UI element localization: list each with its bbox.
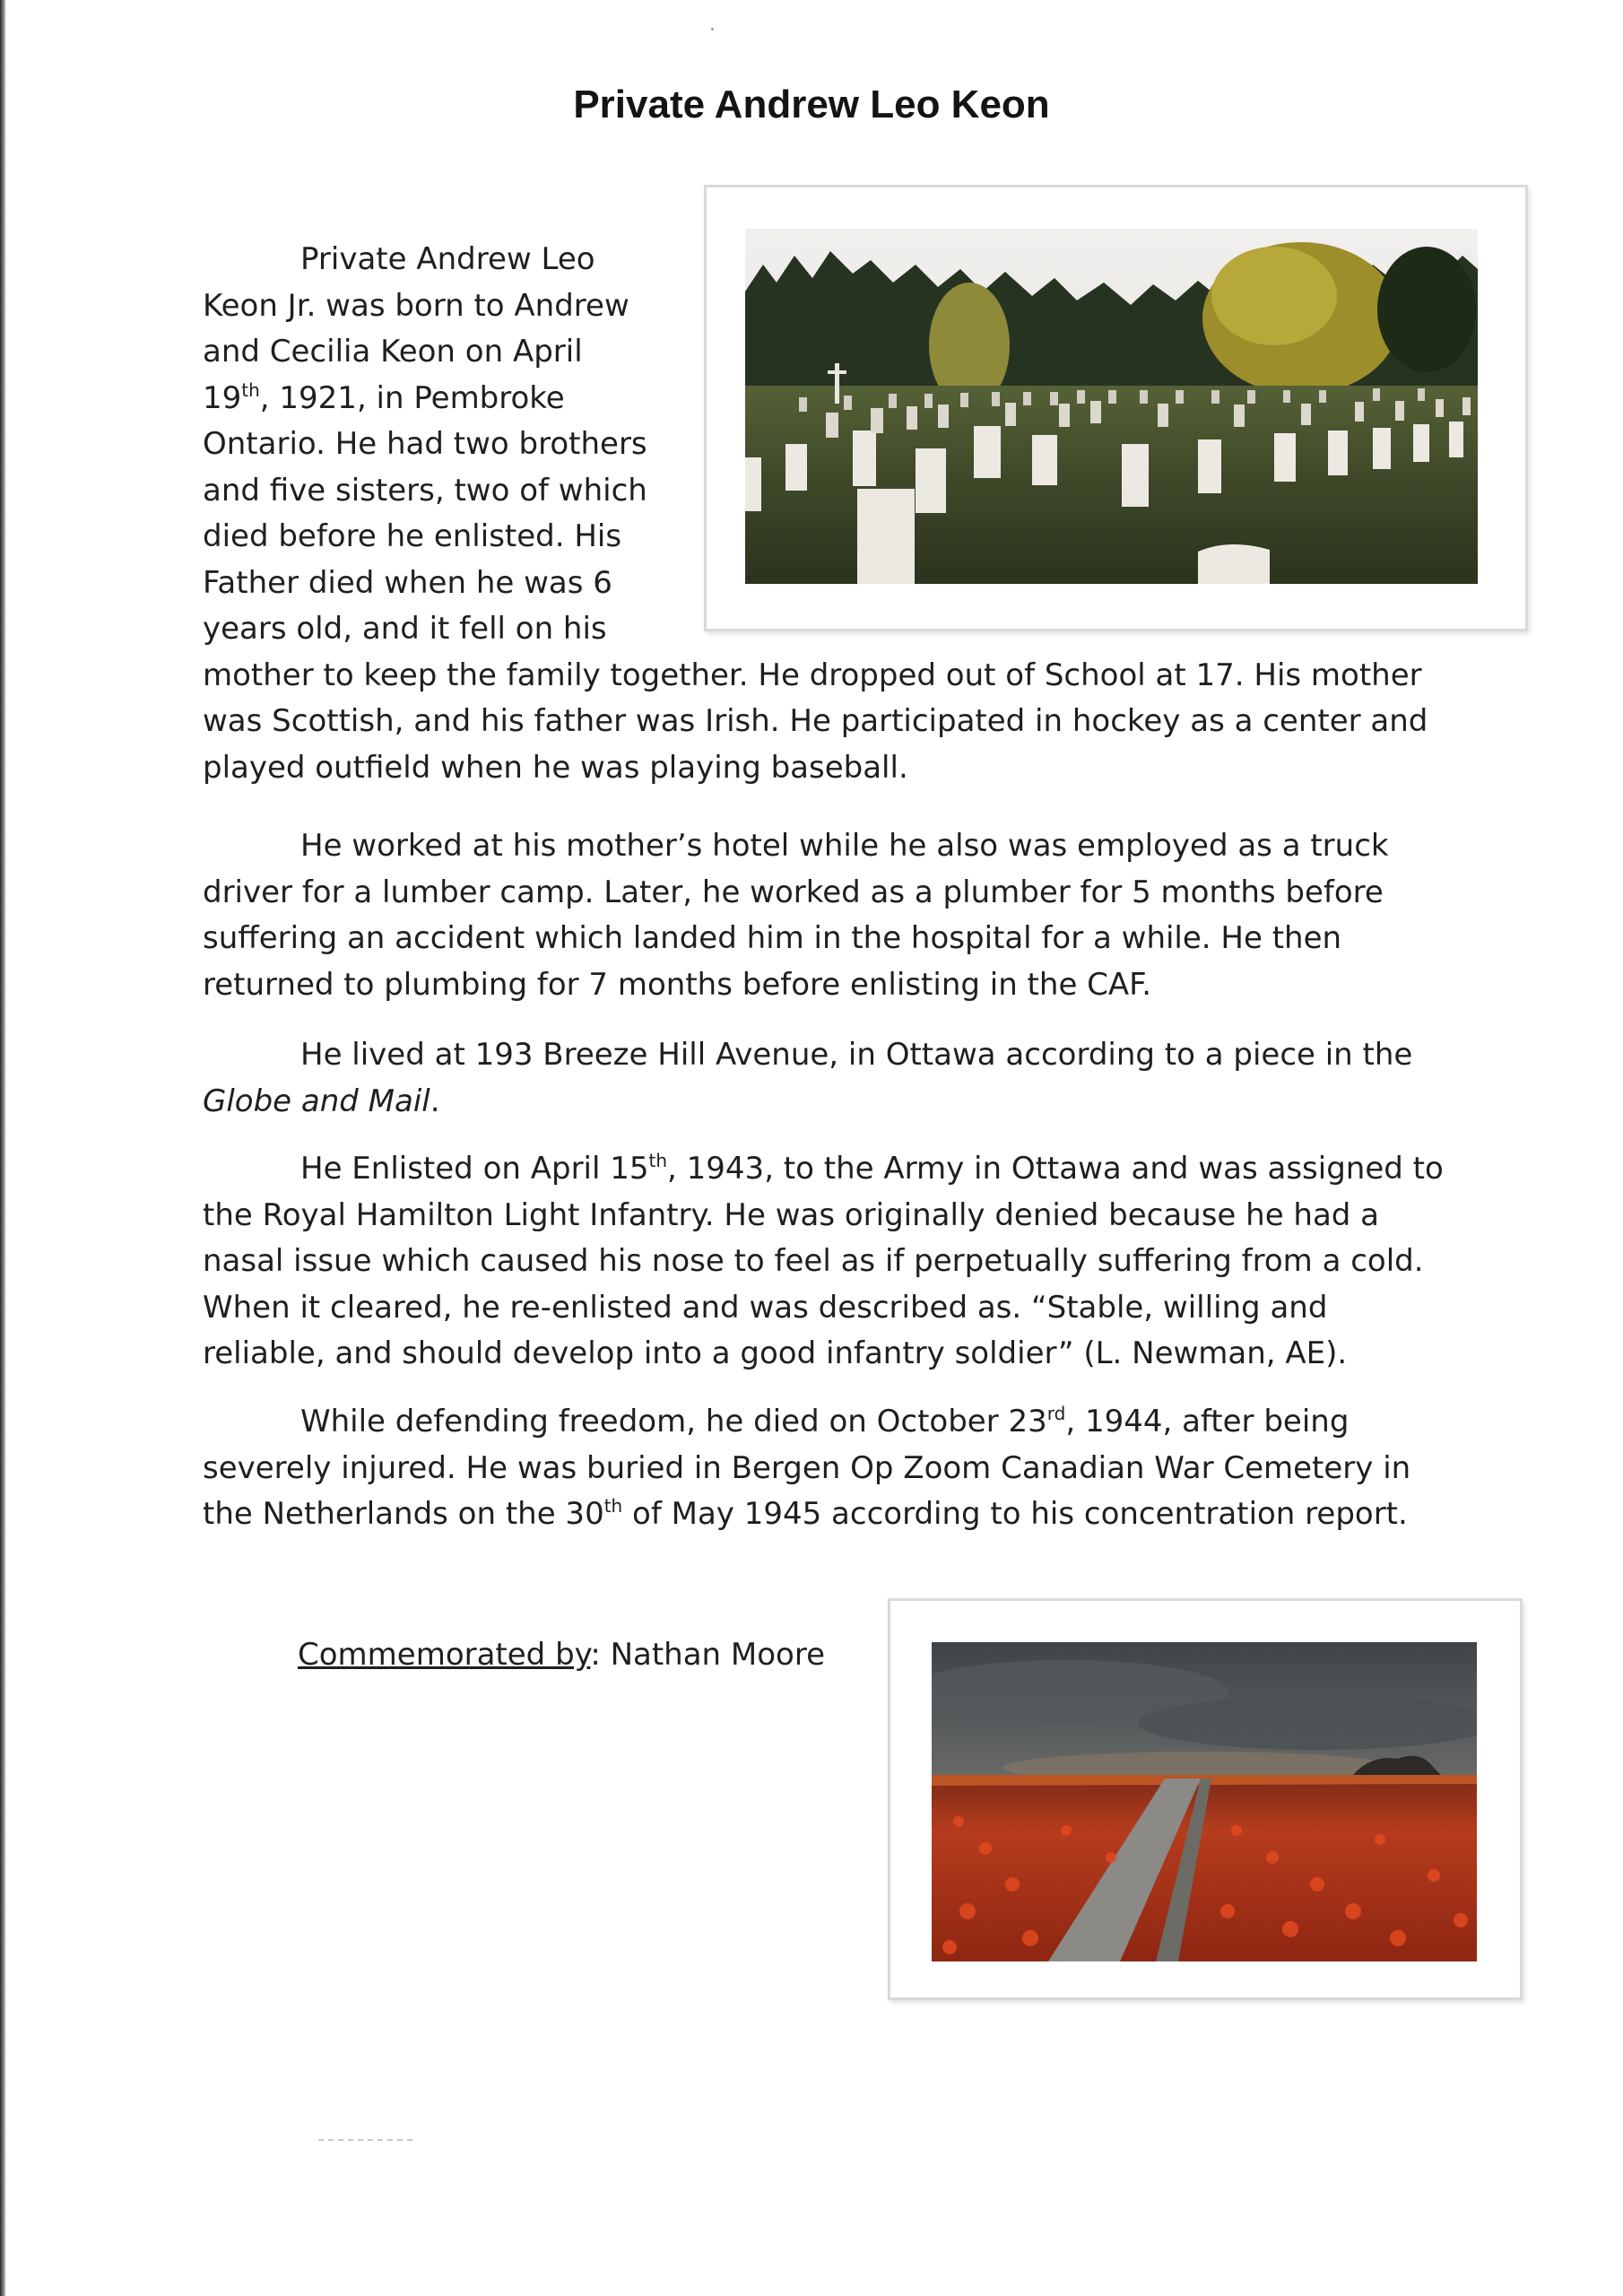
text-line: mother to keep the family together. He dropped out of School at 17. His mother bbox=[203, 657, 1422, 693]
text-line: Ontario. He had two brothers bbox=[203, 426, 647, 462]
poppy-field-photo bbox=[932, 1642, 1477, 1961]
text-line bbox=[203, 1146, 1476, 1193]
text-run: , 1944, after being bbox=[1065, 1404, 1350, 1439]
text-run: the Netherlands on the 30 bbox=[203, 1496, 604, 1532]
poppy-field-photo-frame bbox=[888, 1598, 1523, 2000]
text-run: 19 bbox=[203, 379, 242, 416]
ordinal-suffix: th bbox=[241, 378, 260, 401]
text-line: returned to plumbing for 7 months before enlisting in the CAF. bbox=[203, 966, 1152, 1003]
text-line: When it cleared, he re-enlisted and was described as. “Stable, willing and bbox=[203, 1289, 1328, 1326]
paragraph-employment bbox=[203, 823, 1476, 1008]
text-line: the Royal Hamilton Light Infantry. He was originally denied because he had a bbox=[203, 1196, 1380, 1233]
text-line: driver for a lumber camp. Later, he worked as a plumber for 5 months before bbox=[203, 874, 1384, 910]
text-run: of May 1945 according to his concentration report. bbox=[622, 1496, 1408, 1532]
ordinal-suffix: th bbox=[603, 1495, 623, 1517]
text-run: , 1921, in Pembroke bbox=[259, 379, 565, 416]
paragraph-residence bbox=[203, 1032, 1476, 1125]
commemoration-label: Commemorated by bbox=[298, 1637, 591, 1673]
ordinal-suffix: rd bbox=[1046, 1403, 1066, 1424]
scan-edge bbox=[0, 0, 6, 2296]
text-run: While defending freedom, he died on October 23 bbox=[300, 1404, 1047, 1439]
text-line bbox=[203, 823, 1476, 870]
separator: : bbox=[590, 1637, 611, 1673]
newspaper-title: Globe and Mail bbox=[203, 1083, 430, 1119]
text-run: He worked at his mother’s hotel while he also was employed as a truck bbox=[300, 828, 1389, 864]
text-line: reliable, and should develop into a good infantry soldier” (L. Newman, AE). bbox=[203, 1335, 1348, 1371]
paragraph-early-life bbox=[203, 237, 1476, 791]
commemoration-note bbox=[298, 1632, 825, 1678]
text-line: years old, and it fell on his bbox=[203, 611, 607, 647]
text-line: played outfield when he was playing baseball. bbox=[203, 749, 908, 786]
text-line: severely injured. He was buried in Bergen Op Zoom Canadian War Cemetery in bbox=[203, 1449, 1411, 1486]
text-line: suffering an accident which landed him in the hospital for a while. He then bbox=[203, 920, 1342, 956]
text-run: . bbox=[430, 1083, 440, 1119]
paragraph-death bbox=[203, 1399, 1476, 1538]
text-line: died before he enlisted. His bbox=[203, 518, 622, 554]
text-line: and five sisters, two of which bbox=[203, 472, 647, 509]
text-line: Father died when he was 6 bbox=[203, 564, 612, 601]
text-run: , 1943, to the Army in Ottawa and was assigned to bbox=[667, 1151, 1444, 1187]
text-run: He Enlisted on April 15 bbox=[300, 1151, 649, 1187]
text-line: and Cecilia Keon on April bbox=[203, 334, 583, 370]
commemorator-name: Nathan Moore bbox=[610, 1637, 826, 1673]
text-line bbox=[203, 1032, 1476, 1079]
scan-speck bbox=[711, 28, 714, 30]
text-run: He lived at 193 Breeze Hill Avenue, in Ottawa according to a piece in the bbox=[300, 1037, 1413, 1073]
text-line bbox=[203, 1399, 1476, 1446]
text-line bbox=[203, 1079, 1476, 1126]
text-line: Keon Jr. was born to Andrew bbox=[203, 287, 629, 324]
text-line bbox=[203, 376, 669, 422]
text-line bbox=[203, 1492, 1476, 1538]
paragraph-enlistment bbox=[203, 1146, 1476, 1378]
ordinal-suffix: th bbox=[648, 1150, 668, 1171]
text-line: Private Andrew Leo bbox=[300, 241, 595, 277]
text-line bbox=[203, 237, 669, 283]
text-line: was Scottish, and his father was Irish. He participated in hockey as a center and bbox=[203, 703, 1428, 739]
page-title: Private Andrew Leo Keon bbox=[573, 83, 1050, 126]
text-line: nasal issue which caused his nose to feel as if perpetually suffering from a cold. bbox=[203, 1243, 1424, 1279]
scan-mark bbox=[318, 2139, 417, 2141]
